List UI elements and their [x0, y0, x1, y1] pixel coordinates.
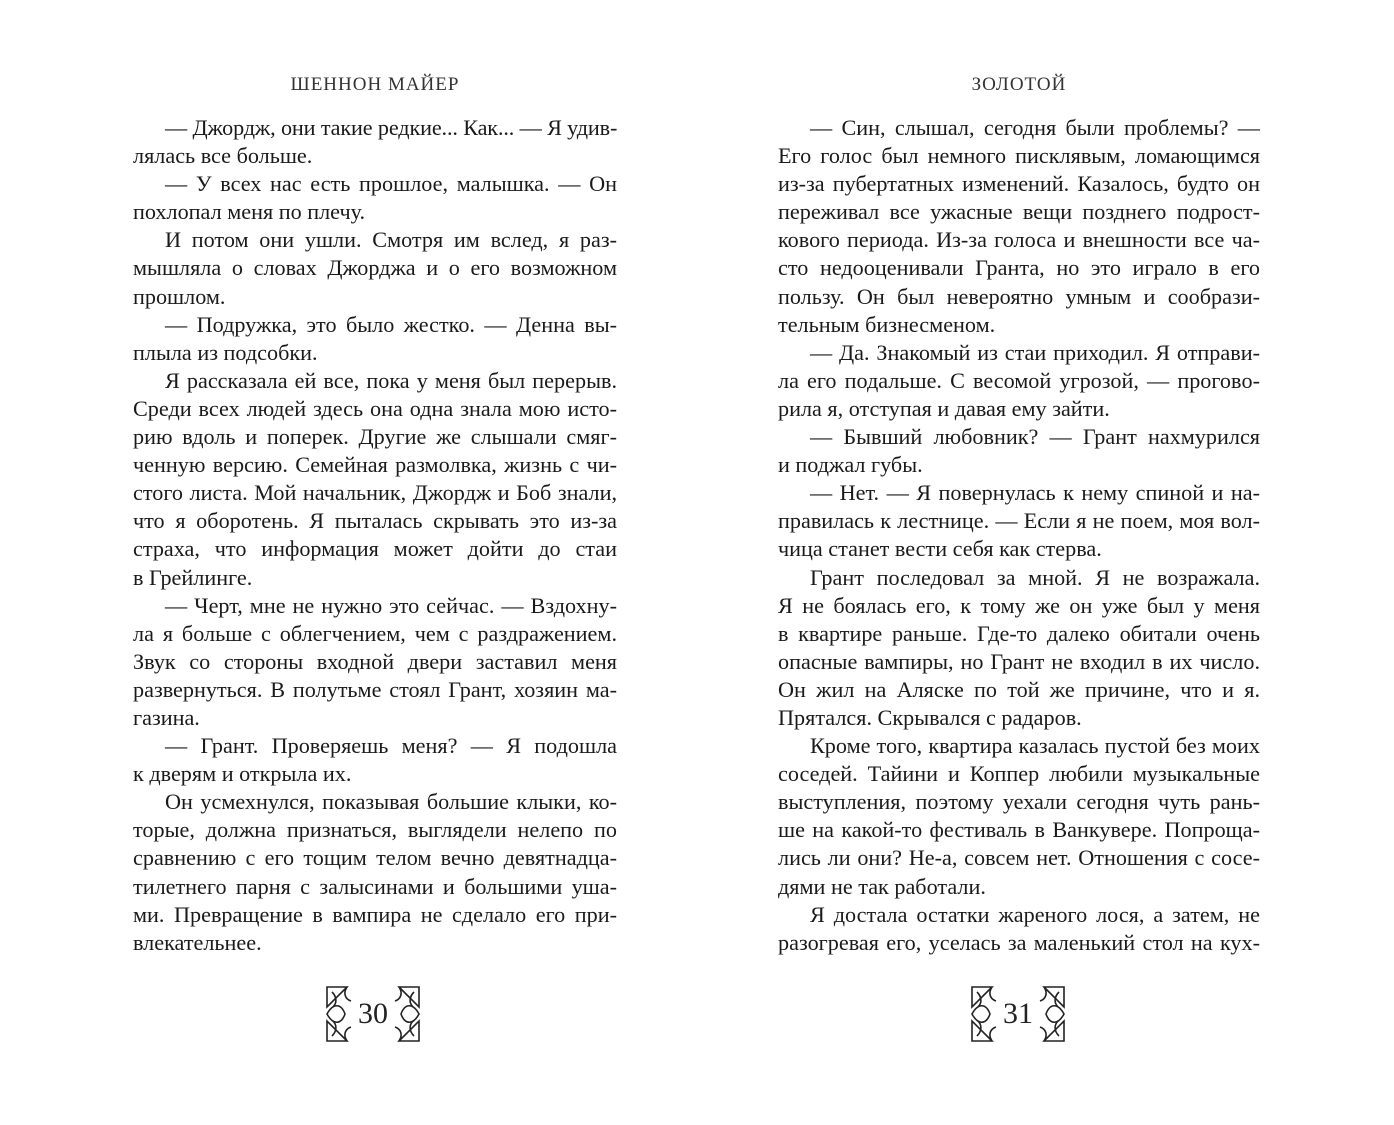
left-page — [133, 0, 617, 1125]
text-line: — Да. Знакомый из стаи приходил. Я отправи- — [810, 339, 1260, 365]
text-line: Он жил на Аляске по той же причине, что и я. — [778, 676, 1260, 702]
text-line: дями не так работали. — [778, 873, 986, 899]
text-line: развернуться. В полутьме стоял Грант, хозяин ма- — [133, 676, 617, 702]
running-head-author: ШЕННОН МАЙЕР — [290, 74, 460, 95]
text-line: ла я больше с облегчением, чем с раздражением. — [133, 620, 617, 646]
right-page — [778, 0, 1260, 1125]
text-line: Прятался. Скрывался с радаров. — [778, 704, 1082, 730]
text-line: торые, должна признаться, выглядели нелепо по — [133, 817, 617, 843]
text-line: правилась к лестнице. — Если я не поем, моя вол- — [778, 508, 1260, 534]
text-line: Я достала остатки жареного лося, а затем, не — [810, 901, 1260, 927]
text-line: Я рассказала ей все, пока у меня был перерыв. — [165, 367, 617, 393]
text-line: похлопал меня по плечу. — [133, 199, 366, 225]
text-line: тельным бизнесменом. — [778, 311, 996, 337]
text-line: И потом они ушли. Смотря им вслед, я раз- — [165, 227, 617, 253]
text-line: — Подружка, это было жестко. — Денна вы- — [165, 311, 617, 337]
text-line: лись ли они? Не-а, совсем нет. Отношения с сосе- — [778, 845, 1260, 871]
text-line: плыла из подсобки. — [133, 339, 318, 365]
text-line: чица станет вести себя как стерва. — [778, 536, 1102, 562]
text-line: и поджал губы. — [778, 452, 923, 478]
page-number-ornament — [968, 983, 1068, 1045]
text-line: к дверям и открыла их. — [133, 761, 352, 787]
text-line: выступления, поэтому уехали сегодня чуть рань- — [778, 789, 1260, 815]
text-line: газина. — [133, 704, 200, 730]
text-line: — Нет. — Я повернулась к нему спиной и на- — [810, 480, 1260, 506]
text-line: стого листа. Мой начальник, Джордж и Боб знали, — [133, 480, 617, 506]
text-line: — Джордж, они такие редкие... Как... — Я удив- — [165, 115, 618, 140]
text-line: рию вдоль и поперек. Другие же слышали смяг- — [133, 424, 617, 450]
text-line: Среди всех людей здесь она одна знала мою исто- — [133, 395, 617, 421]
text-line: — Бывший любовник? — Грант нахмурился — [810, 424, 1260, 450]
text-line: в Грейлинге. — [133, 564, 253, 590]
text-line: — Син, слышал, сегодня были проблемы? — — [810, 115, 1260, 140]
text-line: рила я, отступая и давая ему зайти. — [778, 395, 1110, 421]
text-line: — У всех нас есть прошлое, малышка. — Он — [165, 171, 617, 197]
text-line: ченную версию. Семейная размолвка, жизнь с чи- — [133, 452, 617, 478]
text-line: что я оборотень. Я пыталась скрывать это из-за — [133, 508, 617, 534]
text-line: влекательнее. — [133, 929, 262, 955]
text-line: в квартире раньше. Где-то далеко обитали очень — [778, 620, 1260, 646]
page-number: 30 — [358, 997, 388, 1030]
text-line: кового периода. Из-за голоса и внешности все ча- — [778, 227, 1260, 253]
text-line: ше на какой-то фестиваль в Ванкувере. Попроща- — [778, 817, 1260, 843]
text-line: Звук со стороны входной двери заставил меня — [133, 648, 617, 674]
text-line: опасные вампиры, но Грант не входил в их число. — [778, 648, 1260, 674]
body-text-left — [133, 114, 617, 957]
running-head-title: ЗОЛОТОЙ — [971, 74, 1067, 95]
text-line: соседей. Тайини и Коппер любили музыкальные — [778, 761, 1260, 787]
text-line: Он усмехнулся, показывая большие клыки, ко- — [165, 789, 617, 815]
text-line: разогревая его, уселась за маленький стол на кух- — [778, 929, 1260, 955]
text-line: ми. Превращение в вампира не сделало его при- — [133, 901, 617, 927]
text-line: прошлом. — [133, 283, 226, 309]
text-line: ла его подальше. С весомой угрозой, — проговo- — [778, 367, 1260, 393]
text-line: из-за пубертатных изменений. Казалось, будто он — [778, 171, 1260, 197]
page-number-ornament — [323, 983, 423, 1045]
page-number: 31 — [1003, 997, 1033, 1030]
text-line: Его голос был немного писклявым, ломающимся — [778, 143, 1260, 169]
text-line: Я не боялась его, к тому же он уже был у меня — [778, 592, 1260, 618]
text-line: пользу. Он был невероятно умным и сообрази- — [778, 283, 1260, 309]
text-line: — Черт, мне не нужно это сейчас. — Вздохну- — [165, 592, 617, 618]
text-line: мышляла о словах Джорджа и о его возможном — [133, 255, 617, 281]
text-line: Кроме того, квартира казалась пустой без моих — [810, 733, 1260, 759]
text-line: лялась все больше. — [133, 143, 313, 169]
text-line: — Грант. Проверяешь меня? — Я подошла — [165, 733, 617, 759]
text-line: сто недооценивали Гранта, но это играло в его — [778, 255, 1260, 281]
body-text-right — [778, 114, 1260, 957]
text-line: Грант последовал за мной. Я не возражала. — [810, 564, 1260, 590]
text-line: переживал все ужасные вещи позднего подрост- — [778, 199, 1260, 225]
text-line: тилетнего парня с залысинами и большими уша- — [133, 873, 617, 899]
text-line: сравнению с его тощим телом вечно девятнадца- — [133, 845, 617, 871]
text-line: страха, что информация может дойти до стаи — [133, 536, 617, 562]
